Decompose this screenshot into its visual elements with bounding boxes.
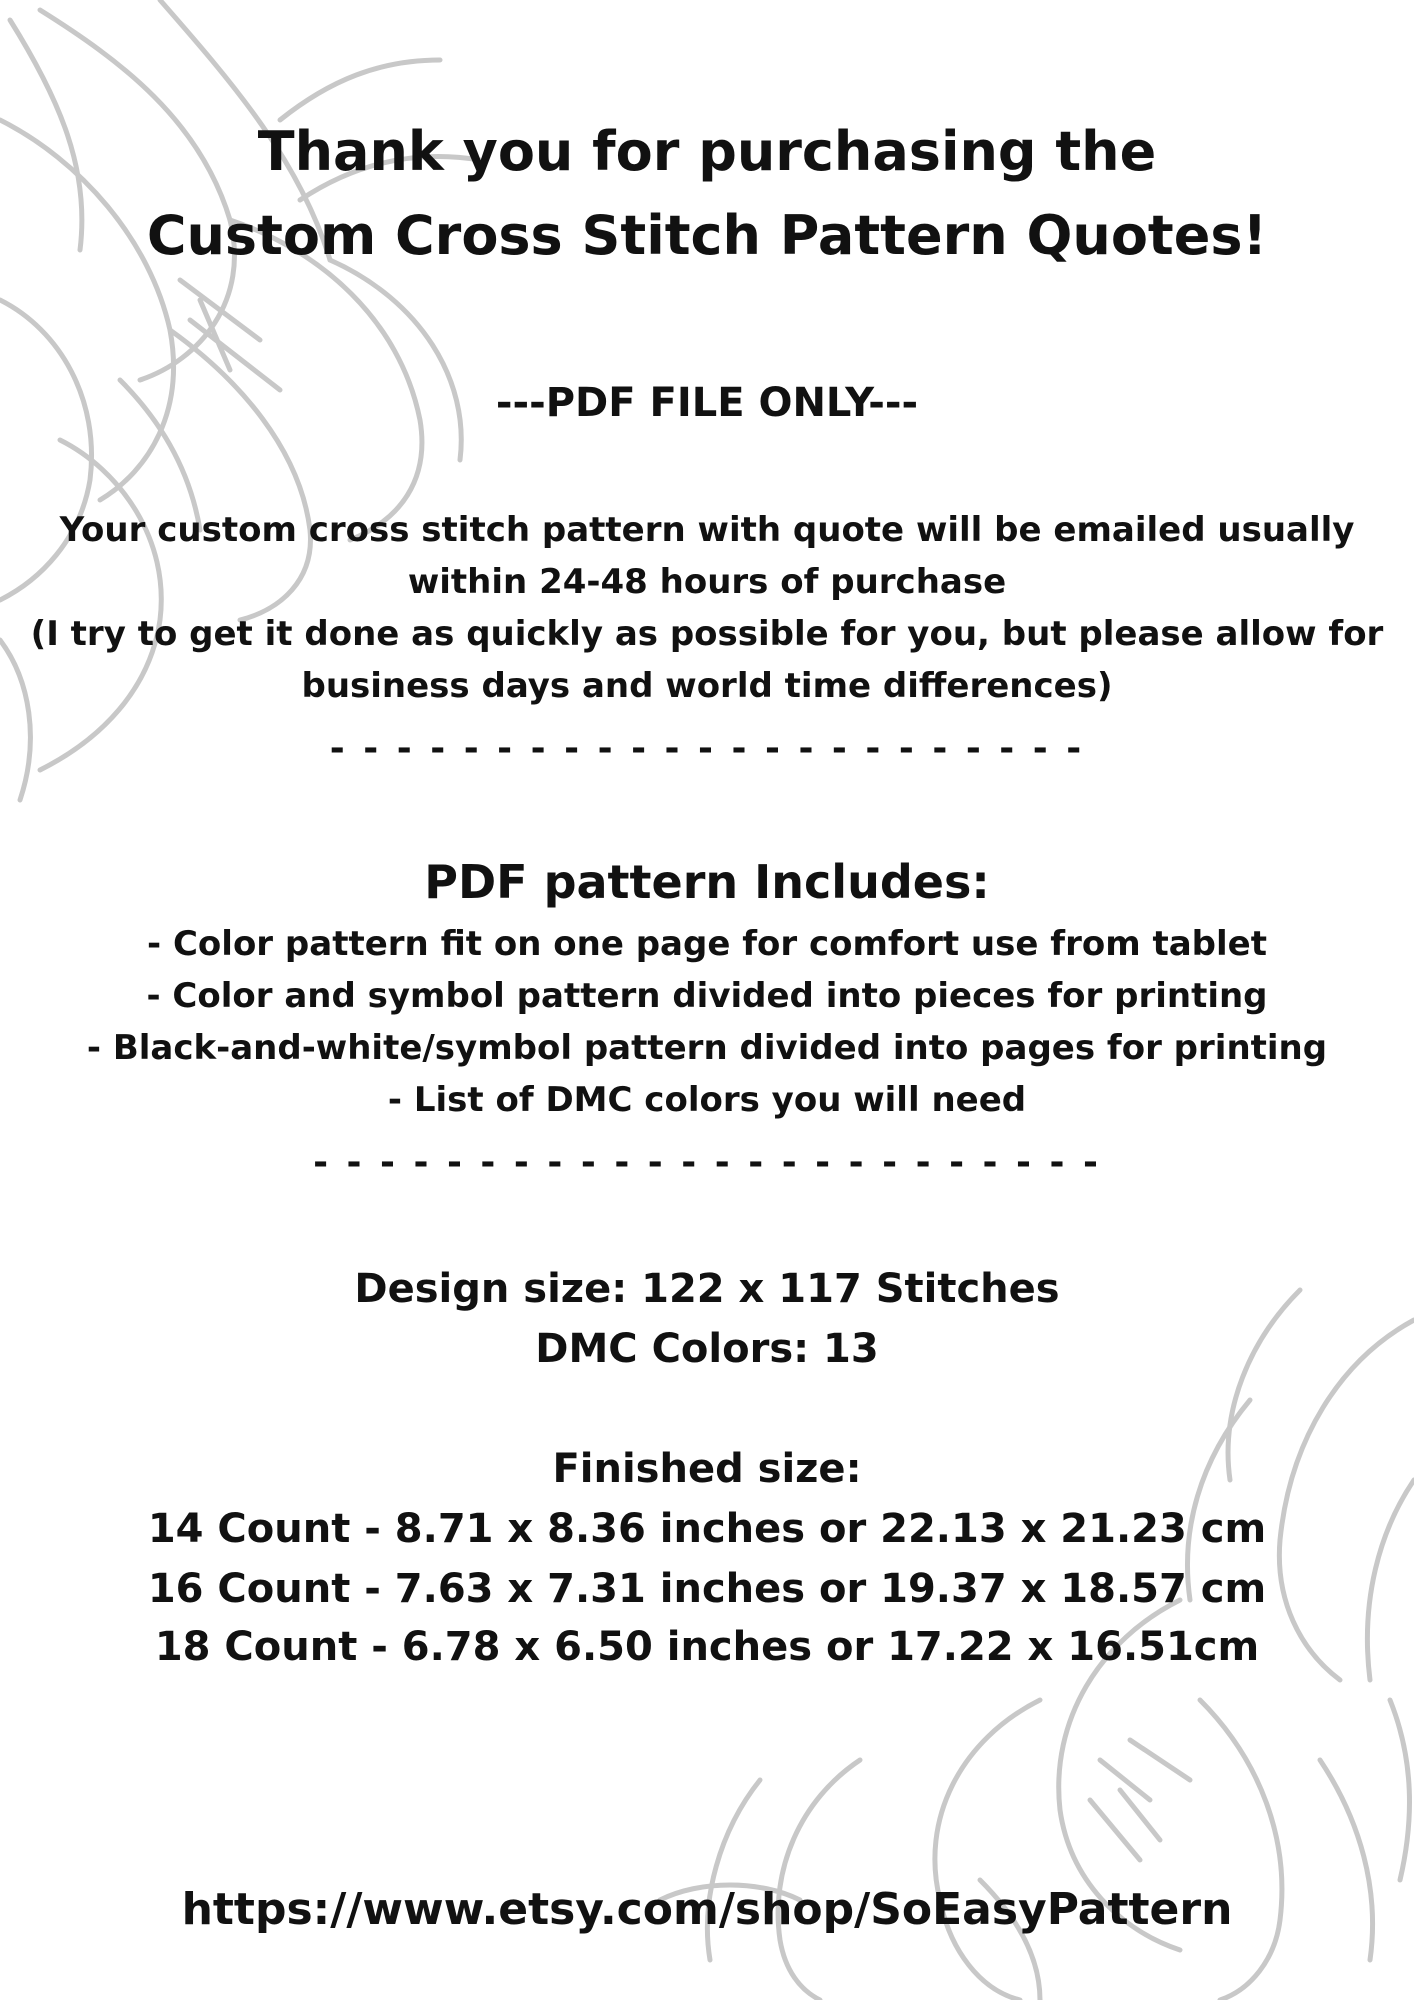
includes-item: - Color and symbol pattern divided into pieces for printing bbox=[146, 976, 1268, 1016]
includes-item: - Color pattern fit on one page for comfort use from tablet bbox=[147, 924, 1267, 964]
finished-size-row: 18 Count - 6.78 x 6.50 inches or 17.22 x 16.51cm bbox=[154, 1624, 1260, 1670]
title-line-1: Thank you for purchasing the bbox=[257, 120, 1157, 183]
pdf-only-notice: ---PDF FILE ONLY--- bbox=[495, 380, 919, 426]
shop-url: https://www.etsy.com/shop/SoEasyPattern bbox=[181, 1884, 1233, 1935]
finished-size-row: 14 Count - 8.71 x 8.36 inches or 22.13 x 21.23 cm bbox=[147, 1506, 1267, 1552]
finished-size-heading: Finished size: bbox=[552, 1446, 862, 1492]
delivery-line-2: within 24-48 hours of purchase bbox=[407, 562, 1007, 602]
includes-heading: PDF pattern Includes: bbox=[424, 855, 990, 909]
separator-1: - - - - - - - - - - - - - - - - - - - - - - - bbox=[329, 728, 1085, 769]
title-line-2: Custom Cross Stitch Pattern Quotes! bbox=[146, 204, 1268, 267]
includes-item: - Black-and-white/symbol pattern divided into pages for printing bbox=[86, 1028, 1328, 1068]
delivery-line-1: Your custom cross stitch pattern with quote will be emailed usually bbox=[59, 510, 1355, 550]
design-size: Design size: 122 x 117 Stitches bbox=[354, 1266, 1060, 1312]
includes-item: - List of DMC colors you will need bbox=[387, 1080, 1027, 1120]
delivery-line-4: business days and world time differences) bbox=[301, 666, 1113, 706]
dmc-colors: DMC Colors: 13 bbox=[535, 1326, 879, 1372]
finished-size-row: 16 Count - 7.63 x 7.31 inches or 19.37 x 18.57 cm bbox=[147, 1566, 1267, 1612]
separator-2: - - - - - - - - - - - - - - - - - - - - - - - - bbox=[313, 1142, 1101, 1183]
delivery-line-3: (I try to get it done as quickly as possible for you, but please allow for bbox=[30, 614, 1384, 654]
